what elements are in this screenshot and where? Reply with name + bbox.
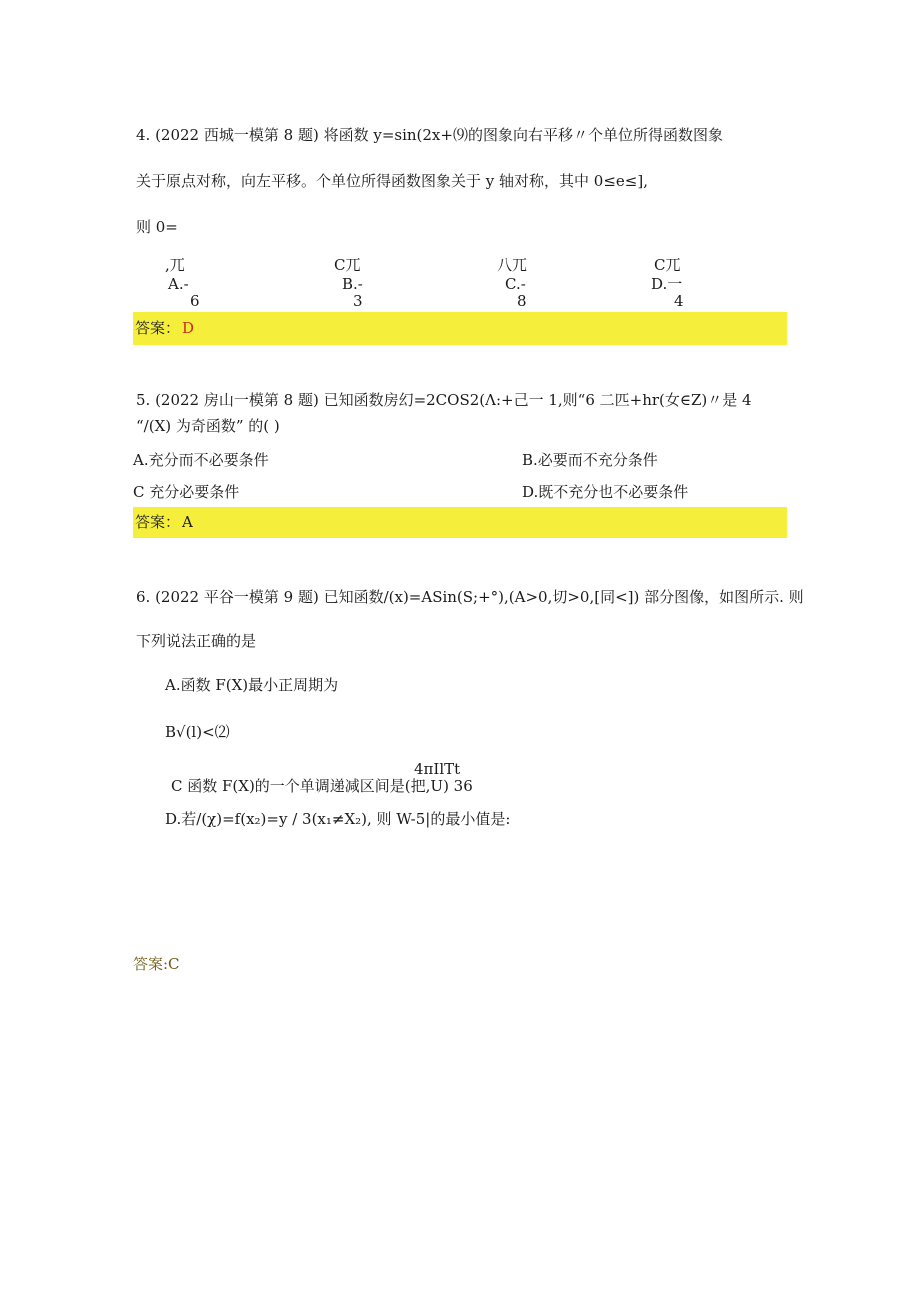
q5-answer-highlight	[133, 507, 787, 538]
q4-option-b-numerator: C兀	[334, 256, 361, 274]
q5-option-d: D.既不充分也不必要条件	[522, 483, 689, 501]
q6-option-b: B√(l)<⑵	[165, 723, 230, 741]
q4-option-a-denominator: 6	[190, 292, 200, 310]
q5-option-c: C 充分必要条件	[133, 483, 240, 501]
q4-line-1: 4. (2022 西城一模第 8 题) 将函数 y=sin(2x+⑼的图象向右平移〃个单位所得函数图象	[136, 126, 723, 144]
q6-option-c-superscript: 4πIlTt	[414, 760, 461, 778]
q5-line-1: 5. (2022 房山一模第 8 题) 已知函数房幻=2COS2(Λ:+己一 1,则“6 二匹+hr(女∈Z)〃是 4	[136, 391, 752, 409]
q4-option-b-label: B.-	[342, 275, 363, 293]
q6-line-1: 6. (2022 平谷一模第 9 题) 已知函数/(x)=ASin(S;+°),(A>0,切>0,[同<]) 部分图像，如图所示. 则	[136, 588, 804, 606]
q4-line-3: 则 0=	[136, 218, 178, 236]
q5-answer-value: A	[182, 513, 193, 531]
q6-option-c: C 函数 F(X)的一个单调递减区间是(把,U) 36	[171, 777, 473, 795]
q5-option-b: B.必要而不充分条件	[522, 451, 658, 469]
q4-option-d-label: D.一	[651, 275, 683, 293]
q4-answer-value: D	[182, 319, 195, 337]
q4-answer-label: 答案：	[135, 319, 181, 337]
q4-option-a-numerator: ,兀	[165, 256, 185, 274]
q5-answer-label: 答案：	[135, 513, 181, 531]
q5-line-2: “/(X) 为奇函数” 的( )	[136, 417, 280, 435]
q4-option-b-denominator: 3	[353, 292, 363, 310]
q6-option-a: A.函数 F(X)最小正周期为	[165, 676, 339, 694]
q6-line-2: 下列说法正确的是	[136, 632, 257, 650]
q4-line-2: 关于原点对称，向左平移。个单位所得函数图象关于 y 轴对称，其中 0≤e≤],	[136, 172, 648, 190]
q6-answer: 答案:C	[133, 955, 180, 973]
q4-option-d-denominator: 4	[674, 292, 684, 310]
q4-option-d-numerator: C兀	[654, 256, 681, 274]
q6-option-d: D.若/(χ)=f(x₂)=y / 3(x₁≠X₂), 则 W-5|的最小值是:	[165, 810, 511, 828]
q4-option-a-label: A.-	[168, 275, 189, 293]
q5-option-a: A.充分而不必要条件	[133, 451, 269, 469]
q4-option-c-denominator: 8	[517, 292, 527, 310]
q4-option-c-numerator: 八兀	[497, 256, 528, 274]
q4-option-c-label: C.-	[505, 275, 526, 293]
q4-answer-highlight	[133, 312, 787, 345]
